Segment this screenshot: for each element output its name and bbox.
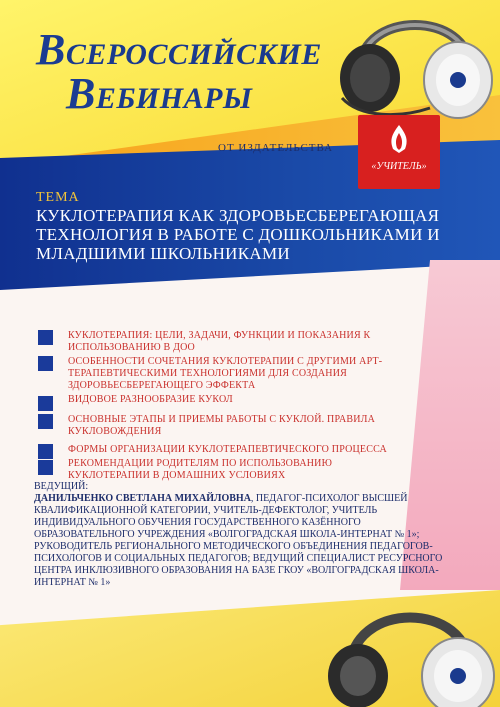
headphones-icon [330,0,500,120]
host-description: , ПЕДАГОГ-ПСИХОЛОГ ВЫСШЕЙ КВАЛИФИКАЦИОННОЙ КАТЕГОРИИ, УЧИТЕЛЬ-ДЕФЕКТОЛОГ, УЧИТЕЛЬ ИНДИВИДУАЛЬНОГО ОБУЧЕНИЯ ГОСУДАРСТВЕННОГО КАЗЁННОГО ОБРАЗОВАТЕЛЬНОГО УЧРЕЖДЕНИЯ «ВОЛГОГРАДСКАЯ ШКОЛА-ИНТЕРНАТ № 1»; РУКОВОДИТЕЛЬ РЕГИОНАЛЬНОГО МЕТОДИЧЕСКОГО ОБЪЕДИНЕНИЯ ПЕДАГОГОВ-ПСИХОЛОГОВ И СОЦИАЛЬНЫХ ПЕДАГОГОВ; ВЕДУЩИЙ СПЕЦИАЛИСТ РЕСУРСНОГО ЦЕНТРА ИНКЛЮЗИВНОГО ОБРАЗОВАНИЯ НА БАЗЕ ГКОУ «ВОЛГОГРАДСКАЯ ШКОЛА-ИНТЕРНАТ № 1» [34,493,443,588]
headphones-icon [320,580,500,707]
host-info [34,481,454,589]
bullet-icon [38,330,53,345]
publisher-logo [358,115,440,189]
bullet-icon [38,396,53,411]
bullet-icon [38,356,53,371]
logo-text: «УЧИТЕЛЬ» [371,161,427,172]
title-line-1: ВСЕРОССИЙСКИЕ [36,25,322,74]
bullet-icon [38,460,53,475]
host-name: ДАНИЛЬЧЕНКО СВЕТЛАНА МИХАЙЛОВНА [34,493,251,504]
topic-label: ТЕМА [36,190,80,205]
topic-title: КУКЛОТЕРАПИЯ КАК ЗДОРОВЬЕСБЕРЕГАЮЩАЯ ТЕХНОЛОГИЯ В РАБОТЕ С ДОШКОЛЬНИКАМИ И МЛАДШИМИ ШКОЛЬНИКАМИ [36,206,440,263]
publisher-label: ОТ ИЗДАТЕЛЬСТВА [218,142,334,154]
host-label: ВЕДУЩИЙ: [34,481,89,492]
title-line-2: ВЕБИНАРЫ [66,69,253,118]
flame-icon [385,123,413,155]
bullet-icon [38,444,53,459]
bullet-icon [38,414,53,429]
